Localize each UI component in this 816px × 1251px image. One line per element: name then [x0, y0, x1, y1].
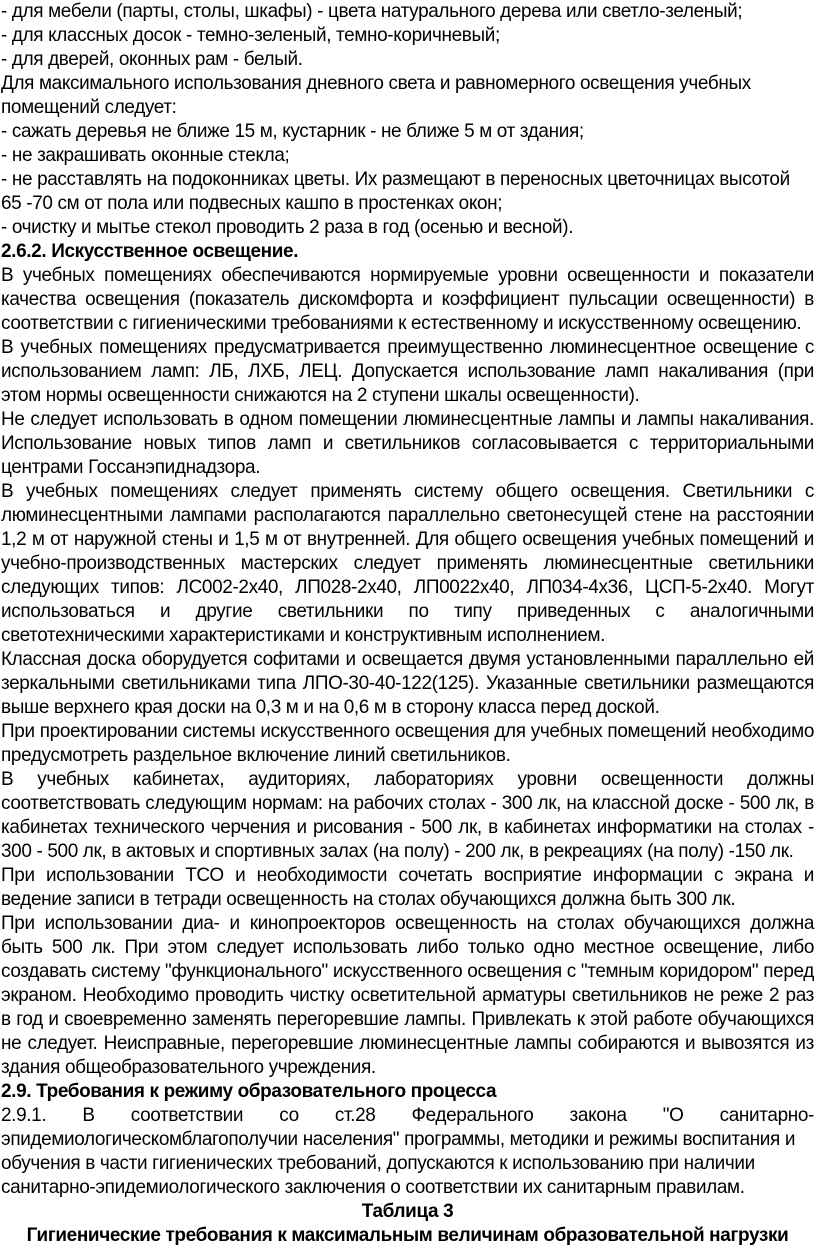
daylight-intro: Для максимального использования дневного света и равномерного освещения учебных помещений следует: — [1, 73, 751, 118]
list-item-glass-cleaning: - очистку и мытье стекол проводить 2 раза в год (осенью и весной). — [1, 217, 574, 238]
paragraph: эпидемиологическомблагополучии населения" программы, методики и режимы воспитания и обучения в части гигиенических требований, допускаются к использованию при наличии санитарно-эпидемиологического заключения о соответствии их санитарным правилам. — [1, 1129, 796, 1198]
paragraph: При использовании ТСО и необходимости сочетать восприятие информации с экрана и ведение записи в тетради освещенность на столах обучающихся должна быть 300 лк. — [1, 865, 814, 910]
list-item-windows: - не закрашивать оконные стекла; — [1, 145, 290, 166]
list-item-trees: - сажать деревья не ближе 15 м, кустарник - не ближе 5 м от здания; — [1, 121, 584, 142]
paragraph: Классная доска оборудуется софитами и освещается двумя установленными параллельно ей зеркальными светильниками типа ЛПО-30-40-122(125). Указанные светильники размещаются выше верхнего края доски на 0,3 м и на 0,6 м в сторону класса перед доской. — [1, 649, 814, 718]
table-caption-number: Таблица 3 — [361, 1201, 454, 1222]
paragraph: В учебных помещениях следует применять систему общего освещения. Светильники с люминесцентными лампами располагаются параллельно светонесущей стене на расстоянии 1,2 м от наружной стены и 1,5 м от внутренней. Для общего освещения учебных помещений и учебно-производственных мастерских следует применять люминесцентные светильники следующих типов: ЛС002-2х40, ЛП028-2х40, ЛП0022х40, ЛП034-4х36, ЦСП-5-2х40. Могут использоваться и другие светильники по типу приведенных с аналогичными светотехническими характеристиками и конструктивным исполнением. — [1, 481, 814, 646]
paragraph: При проектировании системы искусственного освещения для учебных помещений необходимо предусмотреть раздельное включение линий светильников. — [1, 721, 814, 766]
list-item-furniture: - для мебели (парты, столы, шкафы) - цвета натурального дерева или светло-зеленый; — [1, 1, 743, 22]
paragraph-first-line: 2.9.1. В соответствии со ст.28 Федерального закона "О санитарно- — [1, 1105, 814, 1126]
paragraph: При использовании диа- и кинопроекторов освещенность на столах обучающихся должна быть 500 лк. При этом следует использовать либо только одно местное освещение, либо создавать систему "функционального" искусственного освещения с "темным коридором" перед экраном. Необходимо проводить чистку осветительной арматуры светильников не реже 2 раз в год и своевременно заменять перегоревшие лампы. Привлекать к этой работе обучающихся не следует. Неисправные, перегоревшие люминесцентные лампы собираются и вывозятся из здания общеобразовательного учреждения. — [1, 913, 814, 1078]
list-item-doors: - для дверей, оконных рам - белый. — [1, 49, 303, 70]
paragraph: В учебных помещениях обеспечиваются нормируемые уровни освещенности и показатели качества освещения (показатель дискомфорта и коэффициент пульсации освещенности) в соответствии с гигиеническими требованиями к естественному и искусственному освещению. — [1, 265, 814, 334]
paragraph: В учебных кабинетах, аудиториях, лабораториях уровни освещенности должны соответствовать следующим нормам: на рабочих столах - 300 лк, на классной доске - 500 лк, в кабинетах технического черчения и рисования - 500 лк, в кабинетах информатики на столах - 300 - 500 лк, в актовых и спортивных залах (на полу) - 200 лк, в рекреациях (на полу) -150 лк. — [1, 769, 814, 862]
section-heading-artificial-lighting: 2.6.2. Искусственное освещение. — [1, 241, 299, 262]
paragraph: В учебных помещениях предусматривается преимущественно люминесцентное освещение с использованием ламп: ЛБ, ЛХБ, ЛЕЦ. Допускается использование ламп накаливания (при этом нормы освещенности снижаются на 2 ступени шкалы освещенности). — [1, 337, 814, 406]
list-item-flowers: - не расставлять на подоконниках цветы. Их размещают в переносных цветочницах высотой 65 -70 см от пола или подвесных кашпо в простенках окон; — [1, 169, 790, 214]
section-heading-education-regime: 2.9. Требования к режиму образовательного процесса — [1, 1081, 497, 1102]
table-caption-title: Гигиенические требования к максимальным величинам образовательной нагрузки — [26, 1225, 789, 1246]
list-item-boards: - для классных досок - темно-зеленый, темно-коричневый; — [1, 25, 500, 46]
paragraph: Не следует использовать в одном помещении люминесцентные лампы и лампы накаливания. Использование новых типов ламп и светильников согласовывается с территориальными центрами Госсанэпиднадзора. — [1, 409, 814, 478]
